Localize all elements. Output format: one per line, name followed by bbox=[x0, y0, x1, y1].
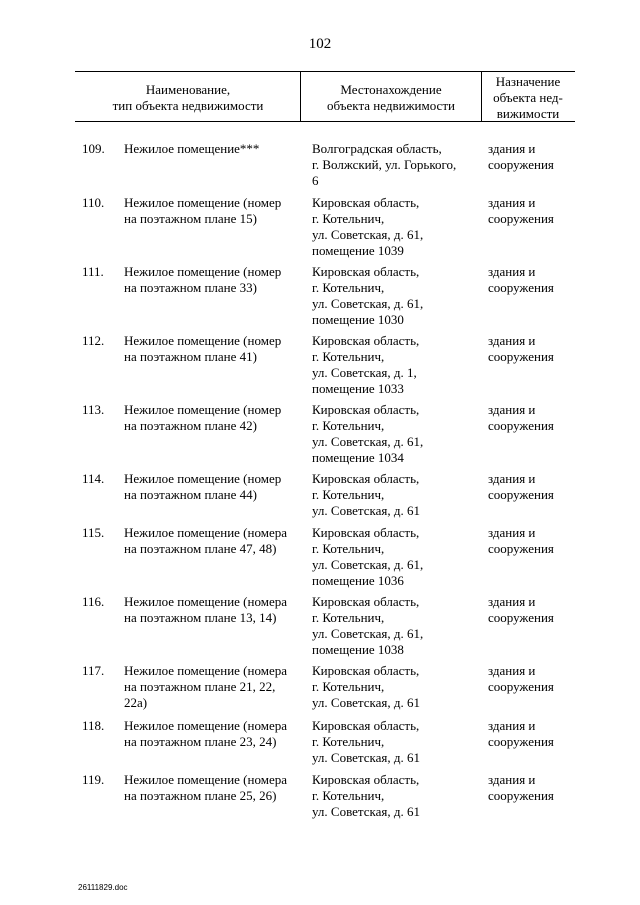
row-purpose-line: здания и bbox=[488, 141, 536, 156]
row-purpose bbox=[488, 141, 578, 173]
row-location-line: помещение 1036 bbox=[312, 573, 404, 588]
row-purpose-line: здания и bbox=[488, 663, 536, 678]
row-purpose-line: здания и bbox=[488, 402, 536, 417]
header-col-location-line: объекта недвижимости bbox=[327, 98, 455, 113]
row-location-line: ул. Советская, д. 61, bbox=[312, 626, 424, 641]
header-col-purpose-line: вижимости bbox=[496, 106, 560, 121]
row-purpose-line: сооружения bbox=[488, 610, 554, 625]
row-purpose-line: здания и bbox=[488, 333, 536, 348]
row-number: 113. bbox=[82, 402, 105, 417]
row-location bbox=[312, 141, 482, 189]
row-purpose bbox=[488, 772, 578, 804]
row-location-line: Кировская область, bbox=[312, 718, 420, 733]
header-col-purpose-line: Назначение bbox=[495, 74, 561, 89]
row-name-line: Нежилое помещение (номера bbox=[124, 663, 287, 678]
row-name-line: Нежилое помещение (номер bbox=[124, 195, 282, 210]
row-name-line: Нежилое помещение (номер bbox=[124, 402, 282, 417]
row-purpose-line: здания и bbox=[488, 525, 536, 540]
row-location-line: г. Котельнич, bbox=[312, 418, 385, 433]
header-divider-1 bbox=[300, 71, 301, 121]
row-purpose bbox=[488, 264, 578, 296]
row-number: 117. bbox=[82, 663, 105, 678]
row-purpose bbox=[488, 718, 578, 750]
row-location bbox=[312, 663, 482, 711]
row-location-line: ул. Советская, д. 61, bbox=[312, 434, 424, 449]
row-location-line: г. Котельнич, bbox=[312, 349, 385, 364]
header-col-name-line: Наименование, bbox=[145, 82, 231, 97]
row-location bbox=[312, 772, 482, 820]
row-location-line: Кировская область, bbox=[312, 264, 420, 279]
row-location bbox=[312, 525, 482, 589]
row-number: 111. bbox=[82, 264, 104, 279]
row-location-line: г. Котельнич, bbox=[312, 541, 385, 556]
header-divider-2 bbox=[481, 71, 482, 121]
row-purpose-line: сооружения bbox=[488, 679, 554, 694]
row-purpose bbox=[488, 471, 578, 503]
row-purpose-line: сооружения bbox=[488, 280, 554, 295]
row-location-line: Кировская область, bbox=[312, 772, 420, 787]
row-location-line: помещение 1038 bbox=[312, 642, 404, 657]
row-number: 116. bbox=[82, 594, 105, 609]
row-name-line: Нежилое помещение (номер bbox=[124, 264, 282, 279]
header-col-location-line: Местонахождение bbox=[340, 82, 442, 97]
row-purpose-line: здания и bbox=[488, 264, 536, 279]
row-location-line: ул. Советская, д. 61 bbox=[312, 750, 421, 765]
row-location bbox=[312, 594, 482, 658]
row-location bbox=[312, 402, 482, 466]
row-purpose bbox=[488, 195, 578, 227]
row-name-line: на поэтажном плане 41) bbox=[124, 349, 257, 364]
row-name-line: 22а) bbox=[124, 695, 148, 710]
row-name bbox=[124, 471, 304, 503]
row-location-line: ул. Советская, д. 61, bbox=[312, 296, 424, 311]
header-col-name bbox=[78, 82, 298, 114]
row-location-line: Кировская область, bbox=[312, 525, 420, 540]
row-purpose-line: сооружения bbox=[488, 418, 554, 433]
row-purpose-line: сооружения bbox=[488, 157, 554, 172]
row-name bbox=[124, 333, 304, 365]
row-location bbox=[312, 195, 482, 259]
row-name-line: на поэтажном плане 13, 14) bbox=[124, 610, 277, 625]
row-name bbox=[124, 264, 304, 296]
row-location bbox=[312, 264, 482, 328]
row-location-line: ул. Советская, д. 61 bbox=[312, 695, 421, 710]
row-name bbox=[124, 195, 304, 227]
header-col-purpose bbox=[483, 74, 573, 122]
header-col-location bbox=[302, 82, 480, 114]
row-purpose bbox=[488, 594, 578, 626]
footer-filename: 26111829.doc bbox=[78, 883, 128, 892]
header-col-purpose-line: объекта нед- bbox=[493, 90, 563, 105]
row-location-line: Волгоградская область, bbox=[312, 141, 442, 156]
row-name bbox=[124, 718, 304, 750]
row-location-line: ул. Советская, д. 61 bbox=[312, 804, 421, 819]
row-name-line: Нежилое помещение (номер bbox=[124, 471, 282, 486]
row-location bbox=[312, 333, 482, 397]
row-location-line: г. Котельнич, bbox=[312, 610, 385, 625]
header-top-rule bbox=[75, 71, 575, 72]
row-name bbox=[124, 663, 304, 711]
row-purpose-line: здания и bbox=[488, 718, 536, 733]
row-number: 109. bbox=[82, 141, 105, 156]
row-location-line: ул. Советская, д. 1, bbox=[312, 365, 417, 380]
row-location-line: г. Котельнич, bbox=[312, 734, 385, 749]
row-location-line: г. Котельнич, bbox=[312, 487, 385, 502]
row-location-line: г. Котельнич, bbox=[312, 679, 385, 694]
row-purpose bbox=[488, 525, 578, 557]
row-location-line: помещение 1034 bbox=[312, 450, 404, 465]
row-location bbox=[312, 718, 482, 766]
row-purpose bbox=[488, 333, 578, 365]
row-name-line: на поэтажном плане 21, 22, bbox=[124, 679, 276, 694]
row-name-line: на поэтажном плане 33) bbox=[124, 280, 257, 295]
row-purpose-line: здания и bbox=[488, 594, 536, 609]
row-name-line: на поэтажном плане 15) bbox=[124, 211, 257, 226]
row-number: 118. bbox=[82, 718, 105, 733]
row-name-line: Нежилое помещение (номера bbox=[124, 772, 287, 787]
row-purpose-line: здания и bbox=[488, 195, 536, 210]
row-purpose-line: сооружения bbox=[488, 788, 554, 803]
row-location-line: ул. Советская, д. 61, bbox=[312, 227, 424, 242]
row-name bbox=[124, 594, 304, 626]
row-location-line: Кировская область, bbox=[312, 471, 420, 486]
row-purpose-line: здания и bbox=[488, 471, 536, 486]
row-location-line: г. Волжский, ул. Горького, bbox=[312, 157, 457, 172]
row-purpose bbox=[488, 663, 578, 695]
row-name-line: Нежилое помещение (номер bbox=[124, 333, 282, 348]
row-name bbox=[124, 141, 304, 157]
row-number: 112. bbox=[82, 333, 105, 348]
row-location-line: Кировская область, bbox=[312, 402, 420, 417]
row-name-line: на поэтажном плане 23, 24) bbox=[124, 734, 277, 749]
row-location-line: ул. Советская, д. 61 bbox=[312, 503, 421, 518]
row-purpose-line: сооружения bbox=[488, 487, 554, 502]
header-col-name-line: тип объекта недвижимости bbox=[112, 98, 264, 113]
row-location-line: Кировская область, bbox=[312, 663, 420, 678]
row-name-line: на поэтажном плане 47, 48) bbox=[124, 541, 277, 556]
row-location-line: г. Котельнич, bbox=[312, 788, 385, 803]
row-location-line: Кировская область, bbox=[312, 195, 420, 210]
row-purpose-line: сооружения bbox=[488, 734, 554, 749]
row-purpose-line: сооружения bbox=[488, 211, 554, 226]
row-name-line: Нежилое помещение (номера bbox=[124, 525, 287, 540]
row-location-line: помещение 1030 bbox=[312, 312, 404, 327]
row-number: 119. bbox=[82, 772, 105, 787]
row-location-line: ул. Советская, д. 61, bbox=[312, 557, 424, 572]
row-location-line: 6 bbox=[312, 173, 319, 188]
row-location-line: г. Котельнич, bbox=[312, 280, 385, 295]
row-name bbox=[124, 772, 304, 804]
row-name-line: Нежилое помещение (номера bbox=[124, 718, 287, 733]
row-location-line: Кировская область, bbox=[312, 333, 420, 348]
row-name-line: на поэтажном плане 42) bbox=[124, 418, 257, 433]
row-name-line: на поэтажном плане 25, 26) bbox=[124, 788, 277, 803]
row-location-line: г. Котельнич, bbox=[312, 211, 385, 226]
row-purpose-line: здания и bbox=[488, 772, 536, 787]
row-name-line: Нежилое помещение (номера bbox=[124, 594, 287, 609]
row-number: 110. bbox=[82, 195, 105, 210]
row-purpose-line: сооружения bbox=[488, 541, 554, 556]
row-number: 114. bbox=[82, 471, 105, 486]
row-location-line: Кировская область, bbox=[312, 594, 420, 609]
row-number: 115. bbox=[82, 525, 105, 540]
row-location-line: помещение 1033 bbox=[312, 381, 404, 396]
page-number: 102 bbox=[308, 36, 332, 52]
row-purpose bbox=[488, 402, 578, 434]
row-location bbox=[312, 471, 482, 519]
row-name bbox=[124, 525, 304, 557]
row-name bbox=[124, 402, 304, 434]
row-name-line: на поэтажном плане 44) bbox=[124, 487, 257, 502]
row-purpose-line: сооружения bbox=[488, 349, 554, 364]
row-name-line: Нежилое помещение*** bbox=[124, 141, 260, 156]
row-location-line: помещение 1039 bbox=[312, 243, 404, 258]
